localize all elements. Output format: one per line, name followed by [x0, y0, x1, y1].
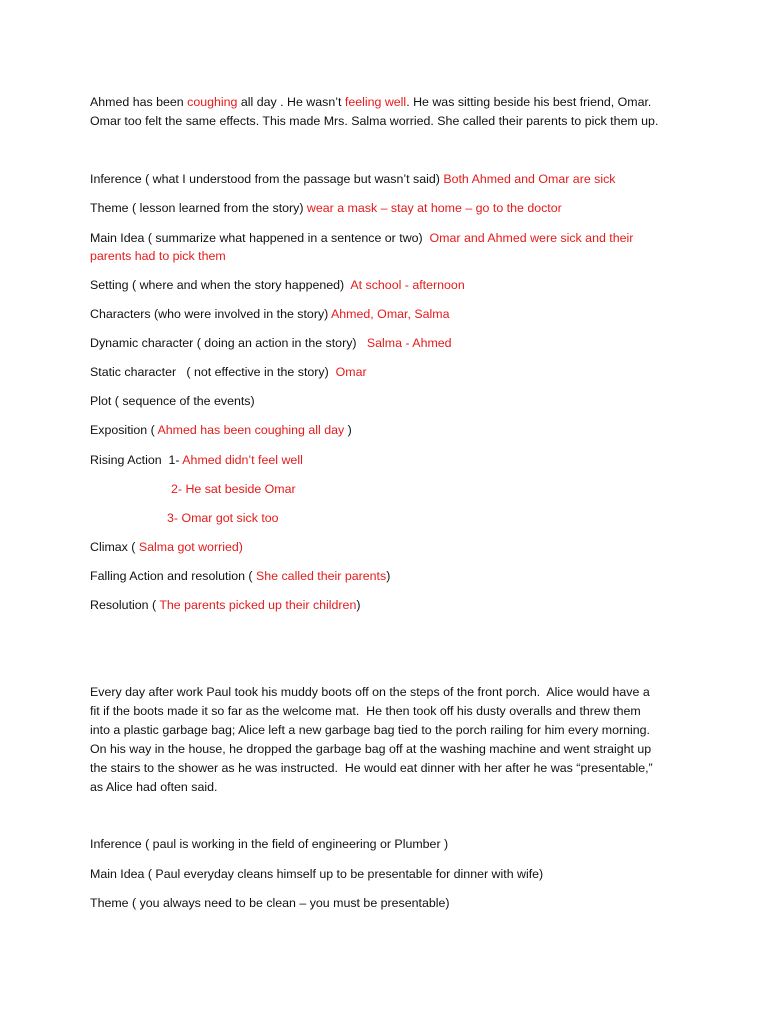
static-character-row: [90, 363, 367, 381]
falling-action-label: Falling Action and resolution (: [90, 569, 256, 583]
setting-label: Setting ( where and when the story happened): [90, 278, 351, 292]
paul-theme-row: Theme ( you always need to be clean – you must be presentable): [90, 896, 450, 910]
rising-action-item-1: Ahmed didn’t feel well: [182, 453, 303, 467]
passage2-line: Every day after work Paul took his muddy boots off on the steps of the front porch. Alice would have a: [90, 685, 650, 699]
plot-row: Plot ( sequence of the events): [90, 394, 255, 408]
static-character-label: Static character ( not effective in the story): [90, 365, 336, 379]
main-idea-row: [90, 229, 633, 247]
theme-label: Theme ( lesson learned from the story): [90, 201, 307, 215]
paul-inference-row: Inference ( paul is working in the field of engineering or Plumber ): [90, 837, 449, 851]
main-idea-answer-cont: parents had to pick them: [90, 249, 226, 263]
theme-row: [90, 199, 562, 217]
passage2-line: On his way in the house, he dropped the garbage bag off at the washing machine and went straight up: [90, 742, 652, 756]
characters-row: [90, 305, 449, 323]
falling-action-row: [90, 567, 390, 585]
rising-action-item-3: 3- Omar got sick too: [167, 511, 279, 525]
setting-answer: At school - afternoon: [350, 278, 465, 292]
characters-answer: Ahmed, Omar, Salma: [331, 307, 450, 321]
passage1-highlight-coughing: coughing: [187, 95, 238, 109]
exposition-row: [90, 421, 352, 439]
dynamic-character-row: [90, 334, 452, 352]
passage1-line2: Omar too felt the same effects. This made Mrs. Salma worried. She called their parents to pick them up.: [90, 114, 659, 128]
climax-row: [90, 538, 243, 556]
passage2-line: as Alice had often said.: [90, 780, 218, 794]
resolution-answer: The parents picked up their children: [159, 598, 357, 612]
main-idea-label: Main Idea ( summarize what happened in a sentence or two): [90, 231, 430, 245]
falling-action-answer: She called their parents: [256, 569, 387, 583]
rising-action-item-2: 2- He sat beside Omar: [171, 482, 296, 496]
dynamic-character-answer: Salma - Ahmed: [366, 336, 452, 350]
static-character-answer: Omar: [335, 365, 367, 379]
setting-row: [90, 276, 465, 294]
exposition-close: ): [344, 423, 352, 437]
exposition-label: Exposition (: [90, 423, 158, 437]
dynamic-character-label: Dynamic character ( doing an action in the story): [90, 336, 367, 350]
climax-label: Climax (: [90, 540, 139, 554]
passage1-text: . He was sitting beside his best friend, Omar.: [406, 95, 652, 109]
inference-answer: Both Ahmed and Omar are sick: [443, 172, 616, 186]
resolution-label: Resolution (: [90, 598, 160, 612]
main-idea-answer: Omar and Ahmed were sick and their: [429, 231, 634, 245]
climax-answer: Salma got worried): [138, 540, 243, 554]
characters-label: Characters (who were involved in the story): [90, 307, 332, 321]
passage1-line1: [90, 93, 651, 111]
passage1-text: all day . He wasn’t: [237, 95, 345, 109]
passage2-line: the stairs to the shower as he was instructed. He would eat dinner with her after he was “presentable,”: [90, 761, 653, 775]
rising-action-row: [90, 451, 303, 469]
theme-answer: wear a mask – stay at home – go to the doctor: [306, 201, 562, 215]
resolution-row: [90, 596, 360, 614]
passage1-text: Ahmed has been: [90, 95, 188, 109]
passage2-line: fit if the boots made it so far as the welcome mat. He then took off his dusty overalls and threw them: [90, 704, 641, 718]
inference-row: [90, 170, 616, 188]
rising-action-label: Rising Action 1-: [90, 453, 183, 467]
paul-main-idea-row: Main Idea ( Paul everyday cleans himself up to be presentable for dinner with wife): [90, 867, 544, 881]
resolution-close: ): [356, 598, 361, 612]
exposition-answer: Ahmed has been coughing all day: [157, 423, 345, 437]
passage1-highlight-feeling-well: feeling well: [344, 95, 407, 109]
inference-label: Inference ( what I understood from the passage but wasn’t said): [90, 172, 444, 186]
passage2-line: into a plastic garbage bag; Alice left a new garbage bag tied to the porch railing for him every morning.: [90, 723, 650, 737]
falling-action-close: ): [386, 569, 391, 583]
